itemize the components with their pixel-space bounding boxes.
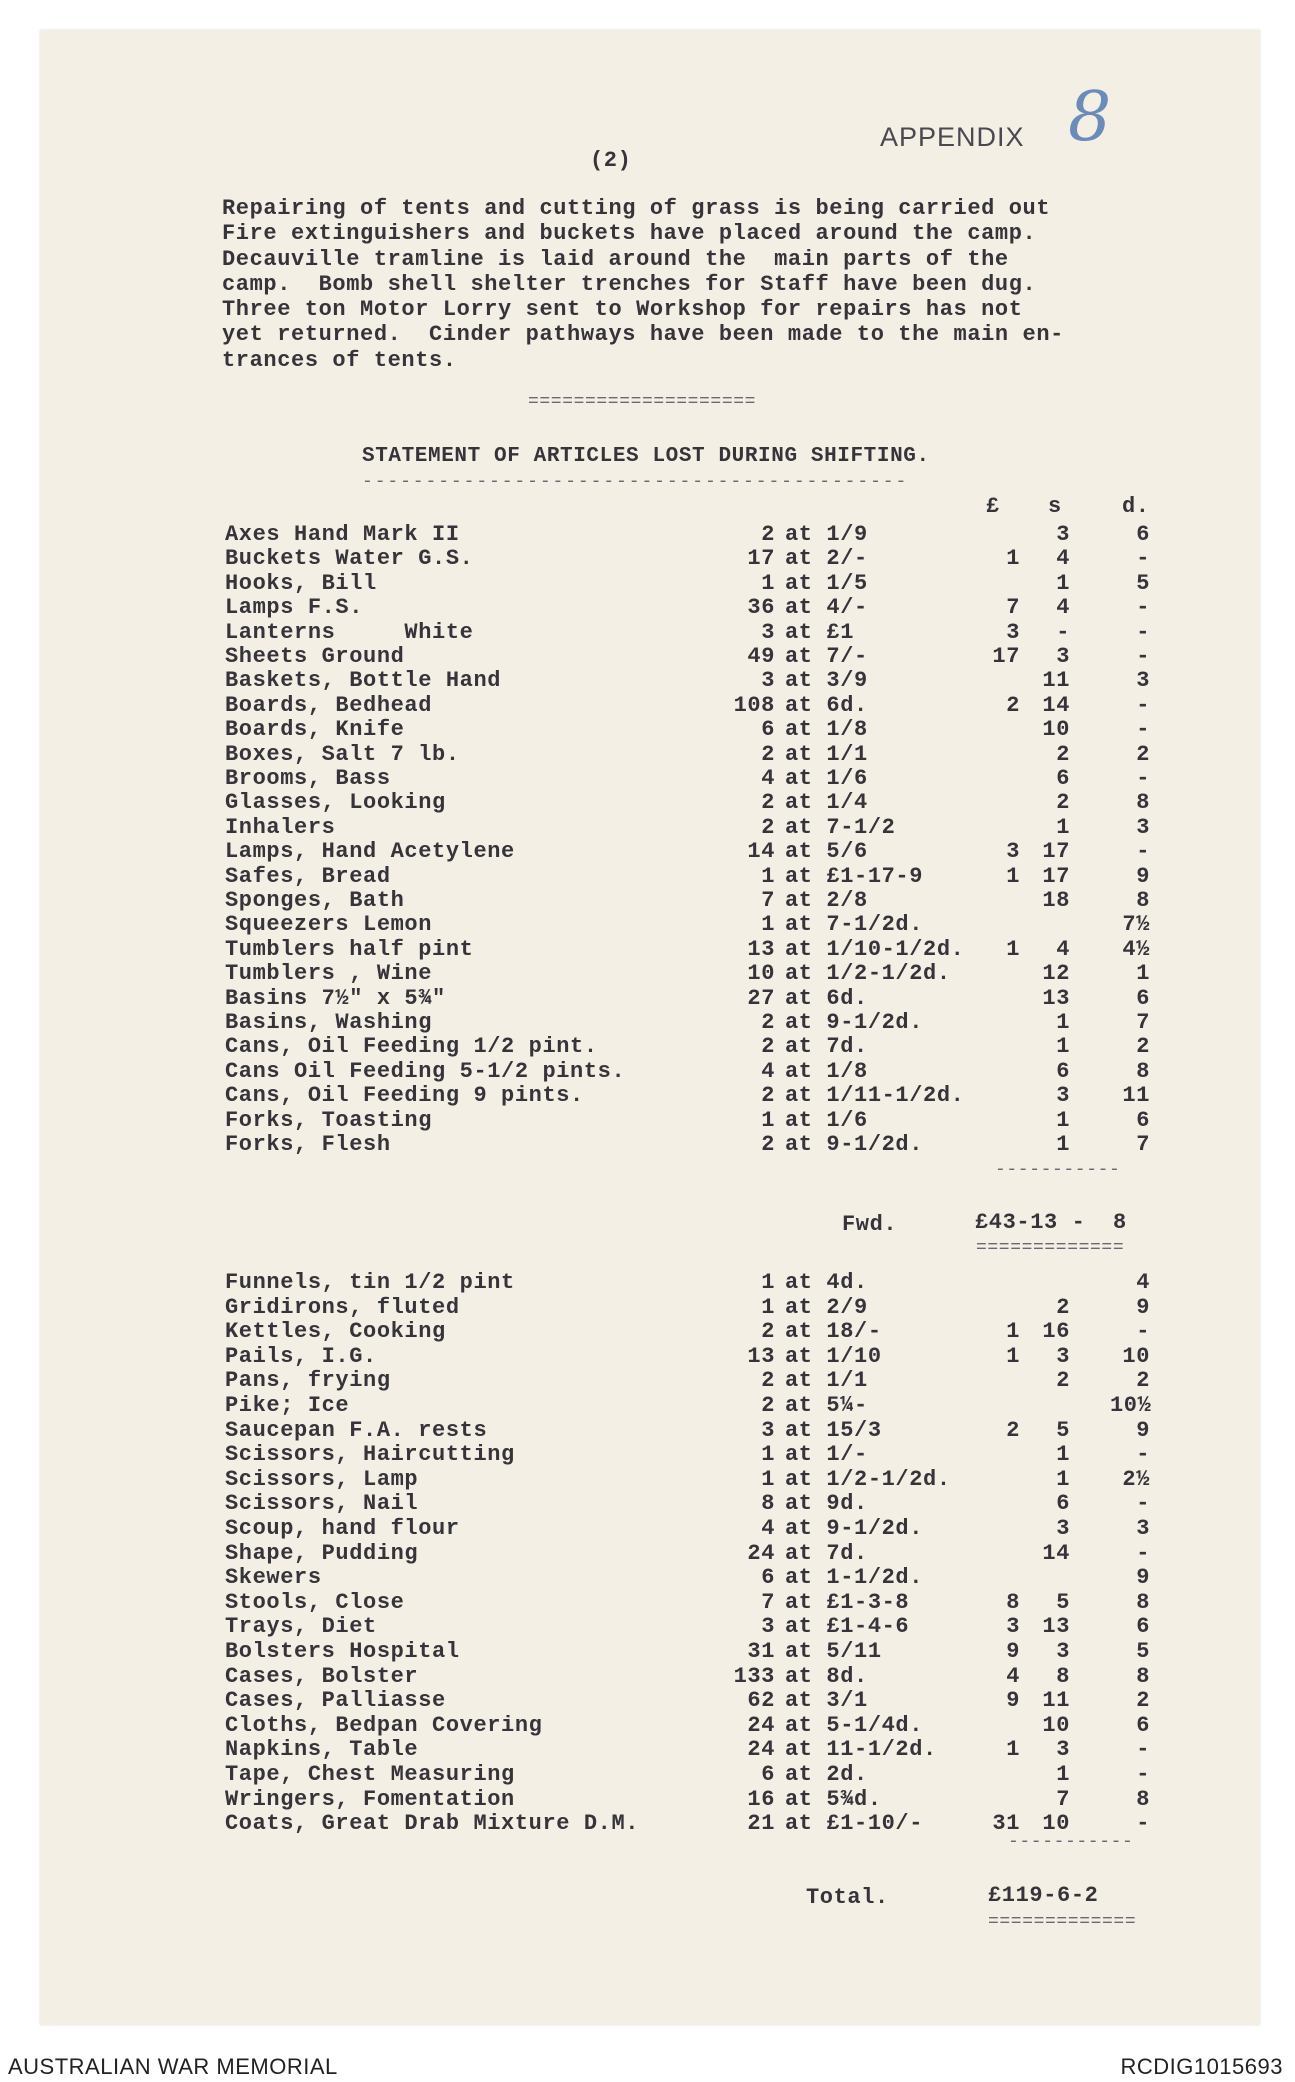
- item-description: Saucepan F.A. rests: [225, 1417, 488, 1443]
- item-rate: at 7-1/2d.: [785, 912, 924, 938]
- item-rate: at 1/10: [785, 1343, 882, 1369]
- item-rate: at 2/8: [785, 888, 868, 913]
- amount-shillings: 3: [1056, 1343, 1070, 1369]
- item-description: Safes, Bread: [225, 863, 391, 889]
- item-description: Skewers: [225, 1565, 322, 1591]
- item-rate: at 1/2-1/2d.: [785, 1466, 951, 1492]
- item-quantity: 36: [747, 595, 775, 621]
- amount-pence: -: [1136, 766, 1150, 791]
- amount-shillings: 1: [1056, 1762, 1070, 1787]
- item-quantity: 1: [761, 912, 775, 938]
- amount-pence: 11: [1122, 1083, 1150, 1109]
- amount-shillings: 4: [1056, 595, 1070, 621]
- item-rate: at £1-10/-: [785, 1811, 924, 1837]
- item-description: Scissors, Lamp: [225, 1466, 419, 1492]
- amount-pounds: 31: [992, 1811, 1020, 1837]
- amount-shillings: 13: [1042, 1614, 1070, 1640]
- item-rate: at 11-1/2d.: [785, 1737, 937, 1763]
- item-description: Sponges, Bath: [225, 888, 405, 913]
- amount-pounds: 7: [1006, 595, 1020, 621]
- item-quantity: 2: [761, 1393, 775, 1418]
- item-quantity: 2: [761, 814, 775, 840]
- amount-pence: 5: [1136, 1639, 1150, 1664]
- total-label: Total.: [806, 1885, 889, 1910]
- item-description: Glasses, Looking: [225, 790, 446, 816]
- amount-shillings: 2: [1056, 1368, 1070, 1394]
- item-quantity: 14: [747, 839, 775, 865]
- appendix-label: APPENDIX: [880, 122, 1025, 152]
- item-description: Boxes, Salt 7 lb.: [225, 741, 460, 767]
- amount-pence: -: [1136, 595, 1150, 621]
- item-quantity: 2: [761, 790, 775, 816]
- item-rate: at 6d.: [785, 985, 868, 1011]
- item-rate: at 1/9: [785, 522, 868, 547]
- item-quantity: 62: [747, 1688, 775, 1714]
- item-rate: at 1/1: [785, 741, 868, 767]
- amount-shillings: 12: [1042, 961, 1070, 987]
- item-rate: at 18/-: [785, 1319, 882, 1345]
- amount-pounds: 17: [992, 644, 1020, 669]
- forward-amount: £43-13 - 8: [975, 1210, 1127, 1235]
- amount-pence: 10½: [1110, 1393, 1152, 1418]
- amount-pence: 8: [1136, 1786, 1150, 1812]
- item-rate: at 1/8: [785, 1058, 868, 1084]
- item-quantity: 1: [761, 1466, 775, 1492]
- amount-pence: 7: [1136, 1010, 1150, 1035]
- amount-pounds: 9: [1006, 1639, 1020, 1664]
- item-rate: at 5/6: [785, 839, 868, 865]
- item-rate: at 1/11-1/2d.: [785, 1083, 965, 1109]
- item-rate: at 7d.: [785, 1034, 868, 1060]
- item-description: Tumblers , Wine: [225, 961, 433, 987]
- amount-pence: 3: [1136, 668, 1150, 694]
- item-rate: at 1/4: [785, 790, 868, 816]
- amount-shillings: 10: [1042, 1712, 1070, 1738]
- amount-pence: 1: [1136, 961, 1150, 987]
- item-quantity: 49: [747, 644, 775, 669]
- item-description: Funnels, tin 1/2 pint: [225, 1270, 515, 1295]
- item-rate: at 8d.: [785, 1663, 868, 1689]
- amount-pence: 3: [1136, 814, 1150, 840]
- amount-pounds: 3: [1006, 839, 1020, 865]
- amount-pounds: 4: [1006, 1663, 1020, 1689]
- item-quantity: 6: [761, 1565, 775, 1591]
- amount-shillings: 4: [1056, 546, 1070, 572]
- header-pounds: £: [986, 494, 1000, 519]
- amount-pounds: 8: [1006, 1589, 1020, 1615]
- amount-shillings: 14: [1042, 1540, 1070, 1566]
- forward-label: Fwd.: [842, 1212, 898, 1237]
- amount-pence: 3: [1136, 1516, 1150, 1541]
- amount-shillings: 3: [1056, 644, 1070, 669]
- amount-shillings: 10: [1042, 717, 1070, 743]
- item-rate: at 1/6: [785, 1107, 868, 1133]
- item-description: Cloths, Bedpan Covering: [225, 1712, 543, 1738]
- item-quantity: 31: [747, 1639, 775, 1664]
- amount-pence: 2: [1136, 1034, 1150, 1060]
- amount-pounds: 2: [1006, 692, 1020, 718]
- item-description: Coats, Great Drab Mixture D.M.: [225, 1811, 640, 1837]
- item-quantity: 1: [761, 1270, 775, 1295]
- amount-pence: 6: [1136, 522, 1150, 547]
- amount-shillings: 1: [1056, 1132, 1070, 1157]
- amount-shillings: 3: [1056, 1737, 1070, 1763]
- item-rate: at 5¾d.: [785, 1786, 882, 1812]
- item-quantity: 4: [761, 766, 775, 791]
- item-quantity: 24: [747, 1712, 775, 1738]
- item-rate: at £1-4-6: [785, 1614, 910, 1640]
- amount-pounds: 3: [1006, 619, 1020, 645]
- item-rate: at 2/-: [785, 546, 868, 572]
- item-description: Cans, Oil Feeding 1/2 pint.: [225, 1034, 598, 1060]
- amount-pence: 6: [1136, 1614, 1150, 1640]
- amount-pence: -: [1136, 546, 1150, 572]
- item-quantity: 3: [761, 1614, 775, 1640]
- item-quantity: 24: [747, 1540, 775, 1566]
- item-description: Trays, Diet: [225, 1614, 377, 1640]
- amount-pence: -: [1136, 692, 1150, 718]
- amount-shillings: 6: [1056, 766, 1070, 791]
- item-description: Wringers, Fomentation: [225, 1786, 515, 1812]
- item-quantity: 2: [761, 1083, 775, 1109]
- item-description: Boards, Bedhead: [225, 692, 433, 718]
- amount-pence: -: [1136, 1491, 1150, 1517]
- amount-shillings: 7: [1056, 1786, 1070, 1812]
- item-quantity: 4: [761, 1058, 775, 1084]
- item-description: Bolsters Hospital: [225, 1639, 460, 1664]
- item-description: Tumblers half pint: [225, 936, 474, 962]
- page-number: (2): [590, 148, 632, 173]
- title-underline: -------------------------------------------: [362, 472, 909, 492]
- amount-pence: 7½: [1122, 912, 1150, 938]
- footer-source: AUSTRALIAN WAR MEMORIAL: [8, 2054, 338, 2079]
- item-quantity: 1: [761, 1107, 775, 1133]
- amount-pounds: 1: [1006, 1343, 1020, 1369]
- item-quantity: 2: [761, 1010, 775, 1035]
- amount-shillings: 13: [1042, 985, 1070, 1011]
- amount-pence: 6: [1136, 1107, 1150, 1133]
- amount-pence: 2: [1136, 1688, 1150, 1714]
- amount-pence: 6: [1136, 985, 1150, 1011]
- item-rate: at 3/1: [785, 1688, 868, 1714]
- item-quantity: 1: [761, 570, 775, 596]
- amount-pounds: 3: [1006, 1614, 1020, 1640]
- total-double-rule: =============: [988, 1912, 1137, 1932]
- item-quantity: 7: [761, 1589, 775, 1615]
- amount-shillings: 1: [1056, 1034, 1070, 1060]
- item-quantity: 2: [761, 1368, 775, 1394]
- amount-pence: 8: [1136, 1589, 1150, 1615]
- separator-top: ====================: [528, 392, 757, 412]
- amount-pounds: 1: [1006, 936, 1020, 962]
- amount-pence: 8: [1136, 1058, 1150, 1084]
- item-description: Pans, frying: [225, 1368, 391, 1394]
- item-quantity: 2: [761, 522, 775, 547]
- item-rate: at 7/-: [785, 644, 868, 669]
- item-description: Brooms, Bass: [225, 766, 391, 791]
- item-description: Napkins, Table: [225, 1737, 419, 1763]
- amount-shillings: 16: [1042, 1319, 1070, 1345]
- item-quantity: 2: [761, 1319, 775, 1345]
- item-description: Sheets Ground: [225, 644, 405, 669]
- forward-double-rule: =============: [976, 1238, 1125, 1258]
- item-description: Lamps, Hand Acetylene: [225, 839, 515, 865]
- amount-pence: -: [1136, 1319, 1150, 1345]
- amount-shillings: 6: [1056, 1491, 1070, 1517]
- item-rate: at 1/5: [785, 570, 868, 596]
- item-description: Scoup, hand flour: [225, 1516, 460, 1541]
- item-rate: at 7d.: [785, 1540, 868, 1566]
- amount-pence: -: [1136, 1811, 1150, 1837]
- item-rate: at 2/9: [785, 1294, 868, 1320]
- amount-pence: 8: [1136, 1663, 1150, 1689]
- amount-pounds: 1: [1006, 1319, 1020, 1345]
- item-description: Basins, Washing: [225, 1010, 433, 1035]
- item-rate: at 2d.: [785, 1762, 868, 1787]
- amount-pounds: 1: [1006, 1737, 1020, 1763]
- amount-pence: 9: [1136, 1294, 1150, 1320]
- amount-pence: 9: [1136, 1417, 1150, 1443]
- item-quantity: 13: [747, 936, 775, 962]
- item-description: Scissors, Nail: [225, 1491, 419, 1517]
- amount-shillings: 1: [1056, 1107, 1070, 1133]
- item-quantity: 108: [733, 692, 775, 718]
- amount-shillings: 14: [1042, 692, 1070, 718]
- item-quantity: 2: [761, 1132, 775, 1157]
- item-quantity: 24: [747, 1737, 775, 1763]
- amount-pence: 5: [1136, 570, 1150, 596]
- header-shillings: s: [1048, 494, 1062, 519]
- total-rule: -----------: [1008, 1832, 1134, 1852]
- item-quantity: 21: [747, 1811, 775, 1837]
- amount-pence: -: [1136, 1540, 1150, 1566]
- item-rate: at 1/8: [785, 717, 868, 743]
- item-quantity: 17: [747, 546, 775, 572]
- item-description: Pails, I.G.: [225, 1343, 377, 1369]
- item-description: Lanterns White: [225, 619, 474, 645]
- amount-pounds: 1: [1006, 546, 1020, 572]
- amount-pence: 4: [1136, 1270, 1150, 1295]
- item-rate: at 6d.: [785, 692, 868, 718]
- item-rate: at 1-1/2d.: [785, 1565, 924, 1591]
- item-description: Stools, Close: [225, 1589, 405, 1615]
- amount-shillings: 1: [1056, 1442, 1070, 1468]
- item-description: Inhalers: [225, 814, 336, 840]
- amount-shillings: 11: [1042, 1688, 1070, 1714]
- item-description: Cans Oil Feeding 5-1/2 pints.: [225, 1058, 626, 1084]
- footer-id: RCDIG1015693: [1120, 2054, 1283, 2079]
- amount-shillings: 8: [1056, 1663, 1070, 1689]
- amount-pence: -: [1136, 717, 1150, 743]
- amount-shillings: 2: [1056, 790, 1070, 816]
- amount-shillings: 1: [1056, 570, 1070, 596]
- amount-pence: 9: [1136, 863, 1150, 889]
- item-rate: at 1/10-1/2d.: [785, 936, 965, 962]
- item-description: Cans, Oil Feeding 9 pints.: [225, 1083, 584, 1109]
- amount-shillings: 1: [1056, 1466, 1070, 1492]
- item-rate: at 9-1/2d.: [785, 1132, 924, 1157]
- item-quantity: 3: [761, 619, 775, 645]
- item-rate: at 15/3: [785, 1417, 882, 1443]
- item-rate: at 5¼-: [785, 1393, 868, 1418]
- amount-shillings: -: [1056, 619, 1070, 645]
- item-description: Cases, Bolster: [225, 1663, 419, 1689]
- item-rate: at £1-3-8: [785, 1589, 910, 1615]
- item-description: Tape, Chest Measuring: [225, 1762, 515, 1787]
- item-description: Squeezers Lemon: [225, 912, 433, 938]
- item-description: Axes Hand Mark II: [225, 522, 460, 547]
- item-rate: at 4/-: [785, 595, 868, 621]
- item-quantity: 27: [747, 985, 775, 1011]
- item-rate: at 9d.: [785, 1491, 868, 1517]
- amount-shillings: 1: [1056, 814, 1070, 840]
- statement-title: STATEMENT OF ARTICLES LOST DURING SHIFTING.: [362, 445, 930, 468]
- intro-paragraph: Repairing of tents and cutting of grass is being carried out Fire extinguishers and buckets have placed around the camp. Decauville tramline is laid around the main parts of the camp. Bomb shell shelter trenches for Staff have been dug. Three ton Motor Lorry sent to Workshop for repairs has not yet returned. Cinder pathways have been made to the main en- trances of tents.: [222, 196, 1064, 373]
- amount-pence: 4½: [1122, 936, 1150, 962]
- amount-pence: -: [1136, 1762, 1150, 1787]
- item-description: Baskets, Bottle Hand: [225, 668, 502, 694]
- item-rate: at 5-1/4d.: [785, 1712, 924, 1738]
- item-description: Boards, Knife: [225, 717, 405, 743]
- amount-pence: 8: [1136, 790, 1150, 816]
- item-description: Gridirons, fluted: [225, 1294, 460, 1320]
- total-amount: £119-6-2: [988, 1883, 1099, 1908]
- item-rate: at £1: [785, 619, 855, 645]
- item-quantity: 3: [761, 1417, 775, 1443]
- amount-pence: -: [1136, 1442, 1150, 1468]
- item-quantity: 7: [761, 888, 775, 913]
- item-rate: at 1/2-1/2d.: [785, 961, 951, 987]
- item-description: Pike; Ice: [225, 1393, 350, 1418]
- amount-shillings: 3: [1056, 522, 1070, 547]
- item-quantity: 16: [747, 1786, 775, 1812]
- amount-shillings: 6: [1056, 1058, 1070, 1084]
- amount-pence: 8: [1136, 888, 1150, 913]
- item-quantity: 1: [761, 863, 775, 889]
- amount-pence: -: [1136, 1737, 1150, 1763]
- amount-shillings: 17: [1042, 863, 1070, 889]
- item-quantity: 1: [761, 1294, 775, 1320]
- item-description: Lamps F.S.: [225, 595, 364, 621]
- amount-pence: 7: [1136, 1132, 1150, 1157]
- amount-shillings: 3: [1056, 1083, 1070, 1109]
- item-description: Hooks, Bill: [225, 570, 377, 596]
- amount-shillings: 3: [1056, 1516, 1070, 1541]
- item-rate: at 1/6: [785, 766, 868, 791]
- amount-shillings: 5: [1056, 1589, 1070, 1615]
- amount-shillings: 2: [1056, 741, 1070, 767]
- item-description: Forks, Flesh: [225, 1132, 391, 1157]
- item-quantity: 4: [761, 1516, 775, 1541]
- amount-pence: -: [1136, 619, 1150, 645]
- item-quantity: 2: [761, 741, 775, 767]
- amount-pounds: 2: [1006, 1417, 1020, 1443]
- amount-shillings: 17: [1042, 839, 1070, 865]
- item-description: Basins 7½" x 5¾": [225, 985, 446, 1011]
- item-rate: at 9-1/2d.: [785, 1010, 924, 1035]
- item-description: Cases, Palliasse: [225, 1688, 446, 1714]
- amount-shillings: 3: [1056, 1639, 1070, 1664]
- item-quantity: 6: [761, 717, 775, 743]
- header-pence: d.: [1122, 494, 1150, 519]
- item-rate: at 3/9: [785, 668, 868, 694]
- amount-pence: 2: [1136, 1368, 1150, 1394]
- amount-shillings: 5: [1056, 1417, 1070, 1443]
- amount-pence: -: [1136, 644, 1150, 669]
- amount-shillings: 18: [1042, 888, 1070, 913]
- item-description: Buckets Water G.S.: [225, 546, 474, 572]
- amount-pence: 6: [1136, 1712, 1150, 1738]
- item-quantity: 8: [761, 1491, 775, 1517]
- item-quantity: 10: [747, 961, 775, 987]
- item-description: Kettles, Cooking: [225, 1319, 446, 1345]
- amount-pence: 9: [1136, 1565, 1150, 1591]
- amount-pence: 10: [1122, 1343, 1150, 1369]
- item-rate: at 9-1/2d.: [785, 1516, 924, 1541]
- amount-pence: -: [1136, 839, 1150, 865]
- item-quantity: 133: [733, 1663, 775, 1689]
- amount-shillings: 10: [1042, 1811, 1070, 1837]
- amount-pounds: 9: [1006, 1688, 1020, 1714]
- amount-shillings: 11: [1042, 668, 1070, 694]
- item-quantity: 3: [761, 668, 775, 694]
- item-rate: at 5/11: [785, 1639, 882, 1664]
- item-quantity: 13: [747, 1343, 775, 1369]
- amount-pounds: 1: [1006, 863, 1020, 889]
- item-rate: at 7-1/2: [785, 814, 896, 840]
- amount-shillings: 4: [1056, 936, 1070, 962]
- item-rate: at 1/-: [785, 1442, 868, 1468]
- amount-pence: 2½: [1122, 1466, 1150, 1492]
- item-description: Forks, Toasting: [225, 1107, 433, 1133]
- item-quantity: 6: [761, 1762, 775, 1787]
- amount-shillings: 2: [1056, 1294, 1070, 1320]
- item-quantity: 2: [761, 1034, 775, 1060]
- item-description: Scissors, Haircutting: [225, 1442, 515, 1468]
- item-rate: at 4d.: [785, 1270, 868, 1295]
- subtotal-rule: -----------: [995, 1160, 1121, 1180]
- item-rate: at 1/1: [785, 1368, 868, 1394]
- item-rate: at £1-17-9: [785, 863, 924, 889]
- amount-pence: 2: [1136, 741, 1150, 767]
- appendix-number-handwritten: 8: [1068, 78, 1112, 157]
- item-quantity: 1: [761, 1442, 775, 1468]
- item-description: Shape, Pudding: [225, 1540, 419, 1566]
- amount-shillings: 1: [1056, 1010, 1070, 1035]
